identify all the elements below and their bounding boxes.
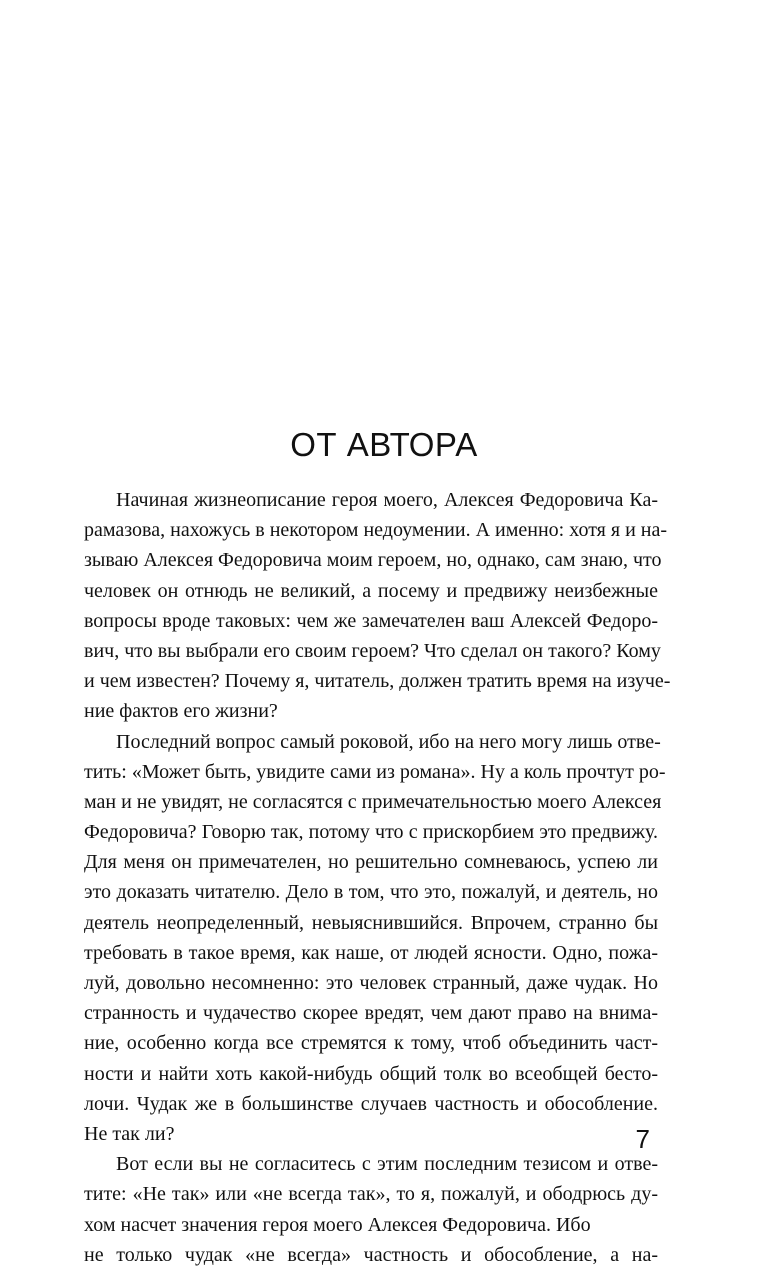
paragraph-2-line-4: Федоровича? Говорю так, потому что с прискорбием это предвижу.	[84, 821, 658, 844]
paragraph-1-line-8: ние фактов его жизни?	[84, 700, 278, 723]
paragraph-1-line-5: вопросы вроде таковых: чем же замечателен ваш Алексей Федоро-	[84, 609, 658, 632]
paragraph-2-line-7: деятель неопределенный, невыяснившийся. Впрочем, странно бы	[84, 911, 658, 934]
paragraph-1-line-6: вич, что вы выбрали его своим героем? Что сделал он такого? Кому	[84, 639, 661, 662]
paragraph-3-line-1: Вот если вы не согласитесь с этим последним тезисом и отве-	[116, 1153, 658, 1176]
paragraph-1-line-7: и чем известен? Почему я, читатель, должен тратить время на изуче-	[84, 670, 671, 693]
paragraph-2-line-1: Последний вопрос самый роковой, ибо на него могу лишь отве-	[116, 730, 661, 753]
paragraph-2-line-8: требовать в такое время, как наше, от людей ясности. Одно, пожа-	[84, 941, 658, 964]
paragraph-2-line-9: луй, довольно несомненно: это человек странный, даже чудак. Но	[84, 972, 658, 994]
paragraph-2-line-10: странность и чудачество скорее вредят, чем дают право на внима-	[84, 1002, 658, 1025]
paragraph-1-line-1: Начиная жизнеописание героя моего, Алексея Федоровича Ка-	[116, 489, 658, 511]
paragraph-2-line-5: Для меня он примечателен, но решительно сомневаюсь, успею ли	[84, 851, 658, 874]
paragraph-3-line-3: хом насчет значения героя моего Алексея Федоровича. Ибо	[84, 1213, 591, 1236]
chapter-title: ОТ АВТОРА	[290, 426, 478, 463]
paragraph-1-line-4: человек он отнюдь не великий, а посему и предвижу неизбежные	[84, 579, 658, 602]
paragraph-2-line-2: тить: «Может быть, увидите сами из романа». Ну а коль прочтут ро-	[84, 760, 666, 783]
paragraph-2-line-11: ние, особенно когда все стремятся к тому, чтоб объединить част-	[84, 1032, 658, 1055]
paragraph-2-line-6: это доказать читателю. Дело в том, что это, пожалуй, и деятель, но	[84, 881, 658, 904]
body-text	[84, 485, 671, 1270]
paragraph-2-line-14: Не так ли?	[84, 1122, 175, 1145]
paragraph-2-line-12: ности и найти хоть какой-нибудь общий толк во всеобщей бесто-	[84, 1062, 658, 1085]
paragraph-1-line-3: зываю Алексея Федоровича моим героем, но, однако, сам знаю, что	[84, 549, 662, 572]
paragraph-3-line-4: не только чудак «не всегда» частность и обособление, а на-	[84, 1243, 658, 1266]
paragraph-1-line-2: рамазова, нахожусь в некотором недоумении. А именно: хотя я и на-	[84, 519, 668, 542]
paragraph-3-line-2: тите: «Не так» или «не всегда так», то я, пожалуй, и ободрюсь ду-	[84, 1183, 658, 1206]
paragraph-2-line-3: ман и не увидят, не согласятся с примечательностью моего Алексея	[84, 790, 662, 813]
paragraph-2-line-13: лочи. Чудак же в большинстве случаев частность и обособление.	[84, 1092, 658, 1115]
page-number: 7	[635, 1124, 650, 1154]
